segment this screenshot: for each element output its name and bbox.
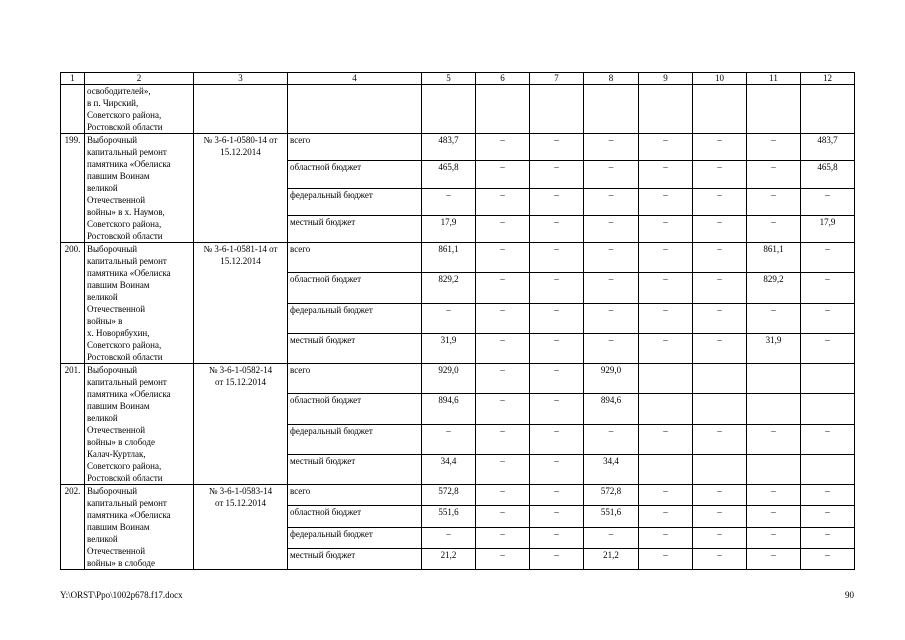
table-row: [61, 243, 855, 273]
row-number: 200.: [61, 243, 85, 364]
value-cell: –: [476, 215, 530, 242]
footer-page-number: 90: [845, 590, 854, 600]
continuation-name: освободителей», в п. Чирский, Советского района, Ростовской области: [85, 85, 194, 134]
value-cell: –: [530, 215, 584, 242]
value-cell: –: [801, 506, 855, 527]
column-header-5: 5: [422, 73, 476, 85]
table-row: [61, 134, 855, 161]
value-cell: –: [639, 485, 693, 506]
value-cell: 929,0: [422, 364, 476, 394]
object-name: Выборочный капитальный ремонт памятника «Обелиска павшим Воинам великой Отечественной войны» в х. Новорябухин, Советского района, Ростовской области: [85, 243, 194, 364]
value-cell: 894,6: [422, 394, 476, 424]
funding-source-label: областной бюджет: [288, 161, 422, 188]
funding-source-label: областной бюджет: [288, 506, 422, 527]
value-cell: –: [530, 333, 584, 363]
value-cell: 829,2: [422, 273, 476, 303]
funding-source-label: местный бюджет: [288, 548, 422, 569]
value-cell: –: [422, 424, 476, 454]
value-cell: [639, 454, 693, 484]
value-cell: 34,4: [422, 454, 476, 484]
value-cell: [693, 364, 747, 394]
continuation-label: [288, 85, 422, 134]
value-cell: –: [476, 485, 530, 506]
value-cell: –: [801, 188, 855, 215]
value-cell: –: [639, 215, 693, 242]
row-number: 201.: [61, 364, 85, 485]
value-cell: –: [584, 215, 639, 242]
value-cell: 31,9: [422, 333, 476, 363]
value-cell: –: [530, 243, 584, 273]
value-cell: –: [476, 161, 530, 188]
value-cell: –: [476, 548, 530, 569]
value-cell: 894,6: [584, 394, 639, 424]
funding-source-label: федеральный бюджет: [288, 303, 422, 333]
value-cell: –: [747, 424, 801, 454]
value-cell: –: [584, 161, 639, 188]
funding-source-label: федеральный бюджет: [288, 527, 422, 548]
value-cell: –: [747, 215, 801, 242]
value-cell: –: [747, 485, 801, 506]
value-cell: –: [476, 134, 530, 161]
value-cell: –: [747, 506, 801, 527]
document-reference: № 3-6-1-0581-14 от 15.12.2014: [194, 243, 288, 364]
column-header-2: 2: [85, 73, 194, 85]
funding-source-label: всего: [288, 364, 422, 394]
value-cell: –: [639, 333, 693, 363]
value-cell: –: [693, 243, 747, 273]
value-cell: –: [693, 548, 747, 569]
table-row: [61, 485, 855, 506]
value-cell: –: [693, 485, 747, 506]
value-cell: –: [693, 188, 747, 215]
value-cell: –: [639, 506, 693, 527]
table-row: [61, 364, 855, 394]
value-cell: –: [584, 527, 639, 548]
value-cell: –: [693, 273, 747, 303]
value-cell: 465,8: [801, 161, 855, 188]
table-header-row: [61, 73, 855, 85]
value-cell: –: [476, 303, 530, 333]
continuation-doc: [194, 85, 288, 134]
value-cell: 572,8: [422, 485, 476, 506]
value-cell: –: [801, 333, 855, 363]
value-cell: –: [801, 548, 855, 569]
value-cell: –: [801, 424, 855, 454]
value-cell: –: [639, 303, 693, 333]
value-cell: –: [639, 424, 693, 454]
table-body: [61, 85, 855, 570]
value-cell: –: [693, 161, 747, 188]
value-cell: –: [747, 527, 801, 548]
value-cell: [639, 394, 693, 424]
value-cell: –: [639, 188, 693, 215]
value-cell: 483,7: [422, 134, 476, 161]
value-cell: [801, 394, 855, 424]
value-cell: –: [476, 394, 530, 424]
value-cell: –: [747, 303, 801, 333]
funding-source-label: всего: [288, 243, 422, 273]
object-name: Выборочный капитальный ремонт памятника «Обелиска павшим Воинам великой Отечественной войны» в х. Наумов, Советского района, Ростовской области: [85, 134, 194, 243]
value-cell: –: [476, 364, 530, 394]
column-header-6: 6: [476, 73, 530, 85]
value-cell: –: [476, 454, 530, 484]
value-cell: –: [530, 527, 584, 548]
funding-source-label: федеральный бюджет: [288, 424, 422, 454]
value-cell: [747, 454, 801, 484]
value-cell: –: [584, 134, 639, 161]
value-cell: –: [639, 527, 693, 548]
continuation-num: [61, 85, 85, 134]
value-cell: 551,6: [584, 506, 639, 527]
value-cell: –: [530, 364, 584, 394]
value-cell: –: [476, 333, 530, 363]
funding-source-label: всего: [288, 134, 422, 161]
column-header-12: 12: [801, 73, 855, 85]
value-cell: 572,8: [584, 485, 639, 506]
value-cell: –: [530, 161, 584, 188]
value-cell: –: [584, 188, 639, 215]
value-cell: –: [530, 303, 584, 333]
column-header-1: 1: [61, 73, 85, 85]
funding-source-label: местный бюджет: [288, 454, 422, 484]
value-cell: [747, 364, 801, 394]
value-cell: –: [639, 243, 693, 273]
value-cell: –: [639, 134, 693, 161]
value-cell: 17,9: [422, 215, 476, 242]
value-cell: –: [639, 161, 693, 188]
value-cell: [693, 394, 747, 424]
value-cell: 465,8: [422, 161, 476, 188]
value-cell: –: [530, 394, 584, 424]
value-cell: [801, 364, 855, 394]
value-cell: –: [801, 243, 855, 273]
value-cell: –: [476, 506, 530, 527]
value-cell: 21,2: [584, 548, 639, 569]
value-cell: 929,0: [584, 364, 639, 394]
value-cell: –: [693, 527, 747, 548]
value-cell: –: [476, 188, 530, 215]
value-cell: –: [693, 424, 747, 454]
value-cell: [747, 394, 801, 424]
value-cell: –: [584, 243, 639, 273]
object-name: Выборочный капитальный ремонт памятника «Обелиска павшим Воинам великой Отечественной войны» в слободе: [85, 485, 194, 570]
continuation-row: [61, 85, 855, 134]
footer-file-path: Y:\ORST\Ppo\1002p678.f17.docx: [60, 590, 183, 600]
value-cell: 21,2: [422, 548, 476, 569]
funding-source-label: областной бюджет: [288, 273, 422, 303]
column-header-3: 3: [194, 73, 288, 85]
object-name: Выборочный капитальный ремонт памятника «Обелиска павшим Воинам великой Отечественной войны» в слободе Калач-Куртлак, Советского района, Ростовской области: [85, 364, 194, 485]
document-reference: № 3-6-1-0580-14 от 15.12.2014: [194, 134, 288, 243]
value-cell: –: [747, 161, 801, 188]
value-cell: –: [476, 243, 530, 273]
value-cell: [693, 454, 747, 484]
value-cell: –: [584, 303, 639, 333]
value-cell: –: [476, 527, 530, 548]
value-cell: –: [693, 134, 747, 161]
value-cell: –: [530, 188, 584, 215]
value-cell: –: [584, 333, 639, 363]
funding-source-label: местный бюджет: [288, 215, 422, 242]
value-cell: –: [584, 273, 639, 303]
value-cell: 483,7: [801, 134, 855, 161]
value-cell: –: [530, 424, 584, 454]
value-cell: –: [530, 485, 584, 506]
value-cell: –: [530, 454, 584, 484]
value-cell: –: [693, 506, 747, 527]
value-cell: 551,6: [422, 506, 476, 527]
column-header-7: 7: [530, 73, 584, 85]
value-cell: –: [693, 303, 747, 333]
value-cell: –: [422, 188, 476, 215]
budget-table: [60, 72, 855, 570]
value-cell: –: [747, 188, 801, 215]
row-number: 199.: [61, 134, 85, 243]
value-cell: 34,4: [584, 454, 639, 484]
value-cell: 861,1: [422, 243, 476, 273]
value-cell: [639, 364, 693, 394]
value-cell: –: [530, 134, 584, 161]
value-cell: –: [801, 527, 855, 548]
value-cell: –: [422, 303, 476, 333]
funding-source-label: всего: [288, 485, 422, 506]
funding-source-label: областной бюджет: [288, 394, 422, 424]
document-reference: № 3-6-1-0583-14 от 15.12.2014: [194, 485, 288, 570]
document-reference: № 3-6-1-0582-14 от 15.12.2014: [194, 364, 288, 485]
row-number: 202.: [61, 485, 85, 570]
value-cell: –: [747, 548, 801, 569]
value-cell: –: [584, 424, 639, 454]
value-cell: –: [530, 506, 584, 527]
funding-source-label: местный бюджет: [288, 333, 422, 363]
column-header-9: 9: [639, 73, 693, 85]
value-cell: –: [693, 215, 747, 242]
value-cell: 861,1: [747, 243, 801, 273]
column-header-10: 10: [693, 73, 747, 85]
value-cell: –: [747, 134, 801, 161]
column-header-11: 11: [747, 73, 801, 85]
value-cell: –: [422, 527, 476, 548]
value-cell: 17,9: [801, 215, 855, 242]
column-header-8: 8: [584, 73, 639, 85]
value-cell: –: [639, 273, 693, 303]
value-cell: –: [476, 273, 530, 303]
value-cell: 829,2: [747, 273, 801, 303]
value-cell: –: [476, 424, 530, 454]
value-cell: –: [801, 273, 855, 303]
value-cell: [801, 454, 855, 484]
value-cell: –: [801, 485, 855, 506]
value-cell: –: [530, 548, 584, 569]
value-cell: –: [801, 303, 855, 333]
value-cell: –: [693, 333, 747, 363]
funding-source-label: федеральный бюджет: [288, 188, 422, 215]
value-cell: –: [639, 548, 693, 569]
value-cell: 31,9: [747, 333, 801, 363]
value-cell: –: [530, 273, 584, 303]
column-header-4: 4: [288, 73, 422, 85]
